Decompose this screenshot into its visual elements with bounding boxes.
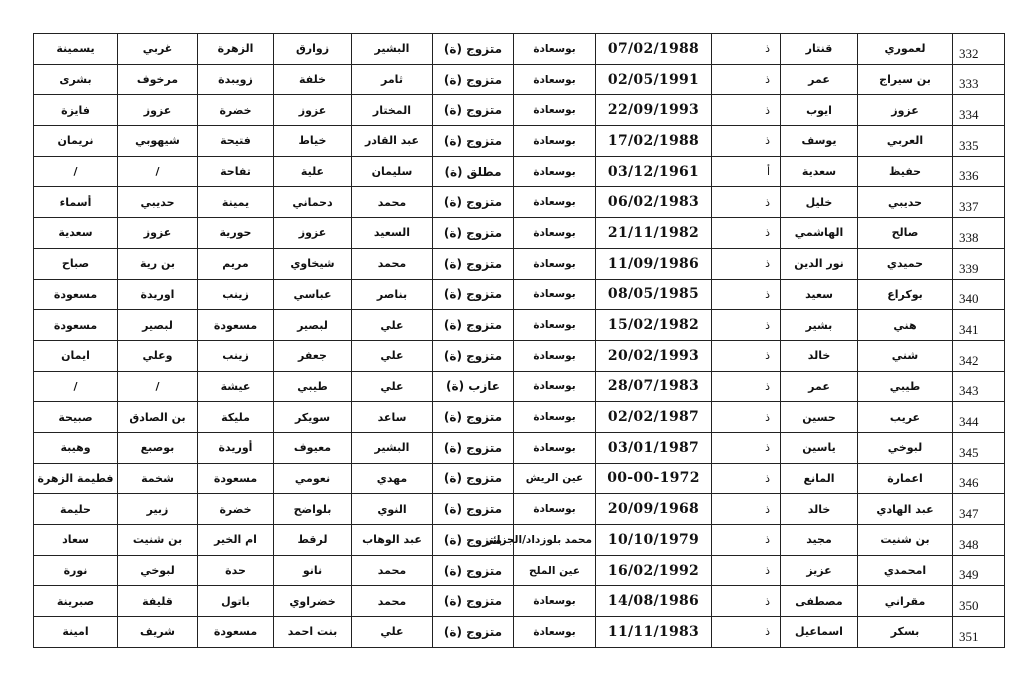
first-name-cell: مجيد [781, 525, 858, 556]
marital-status-cell: متزوج (ة) [433, 310, 514, 341]
birth-place-cell: محمد بلوزداد/الجزائر [514, 525, 596, 556]
birth-place-cell: بوسعادة [514, 617, 596, 648]
marital-status-cell: متزوج (ة) [433, 187, 514, 218]
birth-place-cell: بوسعادة [514, 34, 596, 65]
table-row [34, 34, 1005, 65]
marital-status-cell: متزوج (ة) [433, 555, 514, 586]
sex-cell: ذ [712, 463, 781, 494]
sex-cell: ذ [712, 402, 781, 433]
table-row [34, 187, 1005, 218]
mother-first-name-cell: سعدية [34, 218, 118, 249]
first-name-cell: سعدية [781, 156, 858, 187]
mother-first-name-cell: مسعودة [34, 279, 118, 310]
birth-place-cell: بوسعادة [514, 218, 596, 249]
grandmother-name-cell: مليكة [198, 402, 274, 433]
grandmother-name-cell: فتيحة [198, 126, 274, 157]
marital-status-cell: متزوج (ة) [433, 340, 514, 371]
table-row [34, 586, 1005, 617]
grandmother-name-cell: حدة [198, 555, 274, 586]
grandfather-name-cell: شيخاوي [274, 248, 352, 279]
grandfather-name-cell: خياط [274, 126, 352, 157]
first-name-cell: عمر [781, 64, 858, 95]
mother-last-name-cell: شيهوبي [118, 126, 198, 157]
sex-cell: ذ [712, 34, 781, 65]
mother-first-name-cell: ايمان [34, 340, 118, 371]
table-row [34, 156, 1005, 187]
mother-first-name-cell: صبيحة [34, 402, 118, 433]
birth-place-cell: بوسعادة [514, 340, 596, 371]
last-name-cell: هني [858, 310, 953, 341]
last-name-cell: بسكر [858, 617, 953, 648]
mother-last-name-cell: مرخوف [118, 64, 198, 95]
row-number-cell: 332 [953, 34, 1005, 65]
sex-cell: ذ [712, 126, 781, 157]
row-number-cell: 335 [953, 126, 1005, 157]
grandfather-name-cell: عزوز [274, 95, 352, 126]
birth-place-cell: بوسعادة [514, 126, 596, 157]
row-number-cell: 340 [953, 279, 1005, 310]
marital-status-cell: متزوج (ة) [433, 525, 514, 556]
sex-cell: ذ [712, 555, 781, 586]
sex-cell: ذ [712, 586, 781, 617]
father-name-cell: علي [352, 617, 433, 648]
birth-place-cell: بوسعادة [514, 64, 596, 95]
mother-first-name-cell: نريمان [34, 126, 118, 157]
mother-last-name-cell: / [118, 156, 198, 187]
last-name-cell: لعموري [858, 34, 953, 65]
birth-place-cell: عين الريش [514, 463, 596, 494]
table-row [34, 95, 1005, 126]
father-name-cell: مهدي [352, 463, 433, 494]
birth-date-cell: 00-00-1972 [596, 463, 712, 494]
father-name-cell: محمد [352, 586, 433, 617]
mother-first-name-cell: فطيمة الزهرة [34, 463, 118, 494]
birth-date-cell: 02/05/1991 [596, 64, 712, 95]
birth-place-cell: بوسعادة [514, 310, 596, 341]
father-name-cell: سليمان [352, 156, 433, 187]
father-name-cell: محمد [352, 555, 433, 586]
row-number-cell: 348 [953, 525, 1005, 556]
birth-place-cell: بوسعادة [514, 95, 596, 126]
row-number-cell: 351 [953, 617, 1005, 648]
birth-date-cell: 14/08/1986 [596, 586, 712, 617]
marital-status-cell: متزوج (ة) [433, 126, 514, 157]
sex-cell: ذ [712, 248, 781, 279]
sex-cell: ذ [712, 95, 781, 126]
sex-cell: ذ [712, 64, 781, 95]
mother-first-name-cell: نورة [34, 555, 118, 586]
grandfather-name-cell: دحماني [274, 187, 352, 218]
mother-first-name-cell: بشرى [34, 64, 118, 95]
grandfather-name-cell: عزوز [274, 218, 352, 249]
birth-place-cell: بوسعادة [514, 279, 596, 310]
first-name-cell: سعيد [781, 279, 858, 310]
last-name-cell: العربي [858, 126, 953, 157]
mother-first-name-cell: امينة [34, 617, 118, 648]
grandfather-name-cell: سويكر [274, 402, 352, 433]
marital-status-cell: متزوج (ة) [433, 34, 514, 65]
first-name-cell: خالد [781, 494, 858, 525]
sex-cell: ذ [712, 310, 781, 341]
mother-last-name-cell: لبوخي [118, 555, 198, 586]
first-name-cell: بشير [781, 310, 858, 341]
last-name-cell: عبد الهادي [858, 494, 953, 525]
last-name-cell: عزوز [858, 95, 953, 126]
birth-date-cell: 10/10/1979 [596, 525, 712, 556]
birth-place-cell: بوسعادة [514, 432, 596, 463]
grandmother-name-cell: مسعودة [198, 310, 274, 341]
mother-last-name-cell: حديبي [118, 187, 198, 218]
birth-date-cell: 06/02/1983 [596, 187, 712, 218]
mother-last-name-cell: غربي [118, 34, 198, 65]
row-number-cell: 336 [953, 156, 1005, 187]
father-name-cell: النوي [352, 494, 433, 525]
mother-first-name-cell: / [34, 156, 118, 187]
last-name-cell: صالح [858, 218, 953, 249]
father-name-cell: المختار [352, 95, 433, 126]
first-name-cell: حسين [781, 402, 858, 433]
first-name-cell: عمر [781, 371, 858, 402]
grandfather-name-cell: لرقط [274, 525, 352, 556]
first-name-cell: نور الدين [781, 248, 858, 279]
first-name-cell: خالد [781, 340, 858, 371]
marital-status-cell: متزوج (ة) [433, 248, 514, 279]
grandfather-name-cell: خضراوي [274, 586, 352, 617]
mother-last-name-cell: قليفة [118, 586, 198, 617]
row-number-cell: 344 [953, 402, 1005, 433]
first-name-cell: مصطفى [781, 586, 858, 617]
birth-date-cell: 03/12/1961 [596, 156, 712, 187]
last-name-cell: شني [858, 340, 953, 371]
records-table [33, 33, 1005, 648]
first-name-cell: اسماعيل [781, 617, 858, 648]
sex-cell: أ [712, 156, 781, 187]
last-name-cell: بوكراع [858, 279, 953, 310]
father-name-cell: البشير [352, 34, 433, 65]
birth-date-cell: 21/11/1982 [596, 218, 712, 249]
last-name-cell: لبوخي [858, 432, 953, 463]
row-number-cell: 346 [953, 463, 1005, 494]
last-name-cell: حديبي [858, 187, 953, 218]
sex-cell: ذ [712, 432, 781, 463]
first-name-cell: قنتار [781, 34, 858, 65]
grandfather-name-cell: بنت احمد [274, 617, 352, 648]
mother-first-name-cell: يسمينة [34, 34, 118, 65]
row-number-cell: 338 [953, 218, 1005, 249]
mother-last-name-cell: اوريدة [118, 279, 198, 310]
marital-status-cell: متزوج (ة) [433, 494, 514, 525]
father-name-cell: السعيد [352, 218, 433, 249]
grandmother-name-cell: خضرة [198, 494, 274, 525]
row-number-cell: 345 [953, 432, 1005, 463]
mother-last-name-cell: وعلي [118, 340, 198, 371]
birth-place-cell: بوسعادة [514, 156, 596, 187]
table-row [34, 617, 1005, 648]
birth-date-cell: 03/01/1987 [596, 432, 712, 463]
grandmother-name-cell: عيشة [198, 371, 274, 402]
marital-status-cell: متزوج (ة) [433, 95, 514, 126]
birth-place-cell: عين الملح [514, 555, 596, 586]
last-name-cell: طيبي [858, 371, 953, 402]
row-number-cell: 337 [953, 187, 1005, 218]
last-name-cell: بن سيراج [858, 64, 953, 95]
grandmother-name-cell: تفاحة [198, 156, 274, 187]
first-name-cell: ايوب [781, 95, 858, 126]
birth-date-cell: 08/05/1985 [596, 279, 712, 310]
grandmother-name-cell: أوريدة [198, 432, 274, 463]
last-name-cell: بن شنيت [858, 525, 953, 556]
birth-date-cell: 20/09/1968 [596, 494, 712, 525]
mother-last-name-cell: بن شنيت [118, 525, 198, 556]
grandmother-name-cell: زينب [198, 340, 274, 371]
first-name-cell: يوسف [781, 126, 858, 157]
mother-last-name-cell: بوصبع [118, 432, 198, 463]
sex-cell: ذ [712, 218, 781, 249]
grandfather-name-cell: طيبي [274, 371, 352, 402]
father-name-cell: علي [352, 310, 433, 341]
father-name-cell: البشير [352, 432, 433, 463]
marital-status-cell: متزوج (ة) [433, 64, 514, 95]
grandmother-name-cell: ام الخير [198, 525, 274, 556]
marital-status-cell: متزوج (ة) [433, 279, 514, 310]
mother-last-name-cell: بن رية [118, 248, 198, 279]
table-row [34, 463, 1005, 494]
sex-cell: ذ [712, 187, 781, 218]
row-number-cell: 343 [953, 371, 1005, 402]
grandfather-name-cell: نانو [274, 555, 352, 586]
birth-date-cell: 11/09/1986 [596, 248, 712, 279]
grandfather-name-cell: بلواضح [274, 494, 352, 525]
sex-cell: ذ [712, 340, 781, 371]
grandmother-name-cell: زويبدة [198, 64, 274, 95]
row-number-cell: 333 [953, 64, 1005, 95]
sex-cell: ذ [712, 617, 781, 648]
last-name-cell: حفيظ [858, 156, 953, 187]
marital-status-cell: متزوج (ة) [433, 402, 514, 433]
birth-place-cell: بوسعادة [514, 402, 596, 433]
father-name-cell: محمد [352, 187, 433, 218]
grandfather-name-cell: نعومي [274, 463, 352, 494]
grandmother-name-cell: مسعودة [198, 463, 274, 494]
table-row [34, 279, 1005, 310]
last-name-cell: مقراني [858, 586, 953, 617]
grandmother-name-cell: مريم [198, 248, 274, 279]
marital-status-cell: متزوج (ة) [433, 617, 514, 648]
row-number-cell: 341 [953, 310, 1005, 341]
birth-place-cell: بوسعادة [514, 248, 596, 279]
birth-date-cell: 11/11/1983 [596, 617, 712, 648]
mother-first-name-cell: صباح [34, 248, 118, 279]
father-name-cell: ثامر [352, 64, 433, 95]
birth-date-cell: 22/09/1993 [596, 95, 712, 126]
birth-date-cell: 15/02/1982 [596, 310, 712, 341]
birth-date-cell: 17/02/1988 [596, 126, 712, 157]
father-name-cell: محمد [352, 248, 433, 279]
last-name-cell: اعمارة [858, 463, 953, 494]
sex-cell: ذ [712, 371, 781, 402]
first-name-cell: عزيز [781, 555, 858, 586]
grandmother-name-cell: مسعودة [198, 617, 274, 648]
grandmother-name-cell: خضرة [198, 95, 274, 126]
row-number-cell: 334 [953, 95, 1005, 126]
first-name-cell: الهاشمي [781, 218, 858, 249]
table-row [34, 310, 1005, 341]
table-row [34, 525, 1005, 556]
marital-status-cell: متزوج (ة) [433, 432, 514, 463]
mother-last-name-cell: لبصير [118, 310, 198, 341]
grandfather-name-cell: لبصير [274, 310, 352, 341]
table-body [34, 34, 1005, 648]
grandfather-name-cell: معيوف [274, 432, 352, 463]
mother-first-name-cell: صبرينة [34, 586, 118, 617]
last-name-cell: حميدي [858, 248, 953, 279]
table-row [34, 555, 1005, 586]
row-number-cell: 350 [953, 586, 1005, 617]
mother-first-name-cell: مسعودة [34, 310, 118, 341]
marital-status-cell: متزوج (ة) [433, 218, 514, 249]
birth-date-cell: 07/02/1988 [596, 34, 712, 65]
father-name-cell: علي [352, 340, 433, 371]
father-name-cell: بناصر [352, 279, 433, 310]
marital-status-cell: عازب (ة) [433, 371, 514, 402]
mother-last-name-cell: شخمة [118, 463, 198, 494]
mother-last-name-cell: زبير [118, 494, 198, 525]
mother-last-name-cell: / [118, 371, 198, 402]
row-number-cell: 349 [953, 555, 1005, 586]
mother-first-name-cell: حليمة [34, 494, 118, 525]
table-row [34, 494, 1005, 525]
birth-place-cell: بوسعادة [514, 187, 596, 218]
marital-status-cell: متزوج (ة) [433, 463, 514, 494]
mother-last-name-cell: بن الصادق [118, 402, 198, 433]
father-name-cell: ساعد [352, 402, 433, 433]
grandfather-name-cell: جعفر [274, 340, 352, 371]
birth-place-cell: بوسعادة [514, 494, 596, 525]
table-row [34, 402, 1005, 433]
sex-cell: ذ [712, 525, 781, 556]
mother-first-name-cell: فايزة [34, 95, 118, 126]
row-number-cell: 347 [953, 494, 1005, 525]
grandfather-name-cell: عباسي [274, 279, 352, 310]
row-number-cell: 342 [953, 340, 1005, 371]
grandmother-name-cell: حورية [198, 218, 274, 249]
father-name-cell: عبد الوهاب [352, 525, 433, 556]
sex-cell: ذ [712, 279, 781, 310]
birth-date-cell: 28/07/1983 [596, 371, 712, 402]
grandmother-name-cell: باتول [198, 586, 274, 617]
birth-date-cell: 16/02/1992 [596, 555, 712, 586]
last-name-cell: عريب [858, 402, 953, 433]
mother-last-name-cell: عزوز [118, 95, 198, 126]
table-row [34, 64, 1005, 95]
birth-place-cell: بوسعادة [514, 586, 596, 617]
birth-place-cell: بوسعادة [514, 371, 596, 402]
table-row [34, 371, 1005, 402]
mother-first-name-cell: أسماء [34, 187, 118, 218]
last-name-cell: امحمدي [858, 555, 953, 586]
mother-last-name-cell: شريف [118, 617, 198, 648]
father-name-cell: عبد القادر [352, 126, 433, 157]
mother-last-name-cell: عزوز [118, 218, 198, 249]
first-name-cell: المانع [781, 463, 858, 494]
table-row [34, 126, 1005, 157]
table-row [34, 340, 1005, 371]
marital-status-cell: متزوج (ة) [433, 586, 514, 617]
grandmother-name-cell: يمينة [198, 187, 274, 218]
table-row [34, 432, 1005, 463]
mother-first-name-cell: / [34, 371, 118, 402]
first-name-cell: خليل [781, 187, 858, 218]
grandfather-name-cell: زوارق [274, 34, 352, 65]
birth-date-cell: 02/02/1987 [596, 402, 712, 433]
first-name-cell: ياسين [781, 432, 858, 463]
table-row [34, 248, 1005, 279]
father-name-cell: علي [352, 371, 433, 402]
grandfather-name-cell: علية [274, 156, 352, 187]
grandmother-name-cell: الزهرة [198, 34, 274, 65]
row-number-cell: 339 [953, 248, 1005, 279]
sex-cell: ذ [712, 494, 781, 525]
grandfather-name-cell: خلفة [274, 64, 352, 95]
birth-date-cell: 20/02/1993 [596, 340, 712, 371]
marital-status-cell: مطلق (ة) [433, 156, 514, 187]
mother-first-name-cell: سعاد [34, 525, 118, 556]
table-row [34, 218, 1005, 249]
mother-first-name-cell: وهيبة [34, 432, 118, 463]
grandmother-name-cell: زينب [198, 279, 274, 310]
